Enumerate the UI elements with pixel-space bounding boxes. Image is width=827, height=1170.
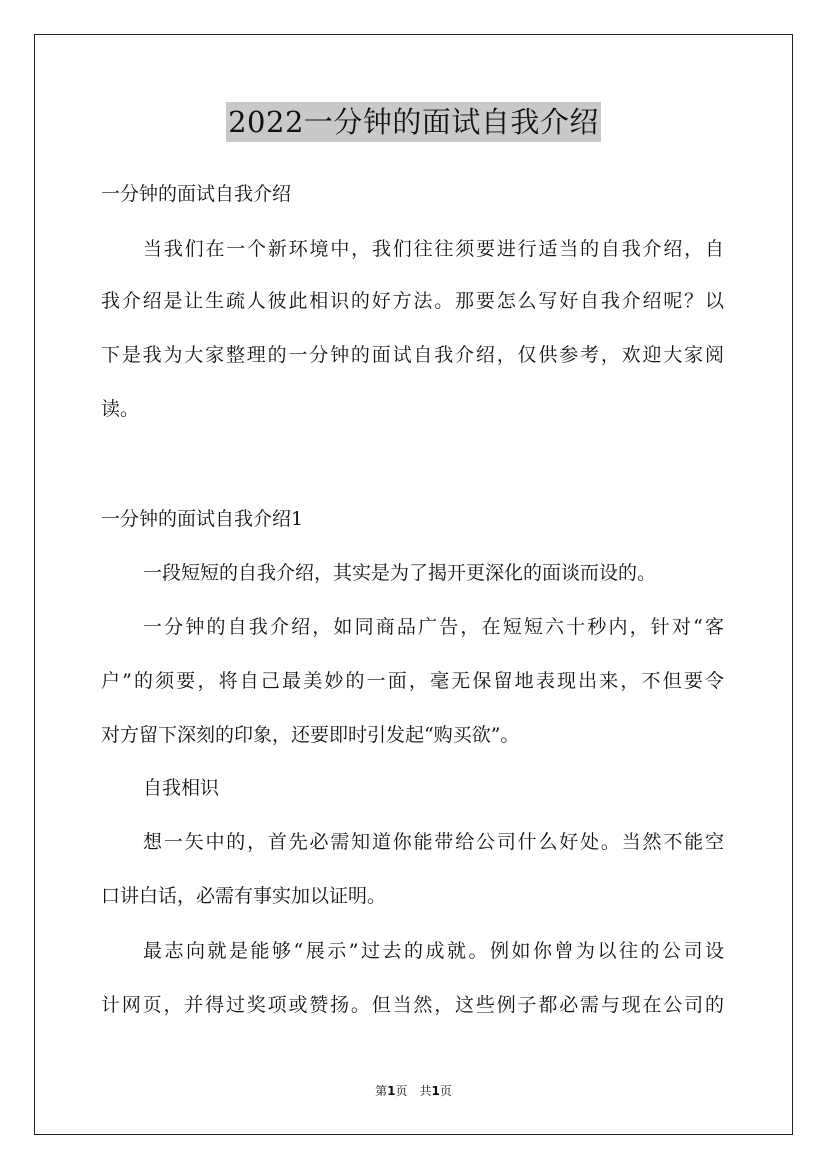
page-prefix: 第 (375, 1084, 388, 1098)
total-suffix: 页 (439, 1084, 452, 1098)
page-suffix: 页 (395, 1084, 408, 1098)
intro-line-2-text: 我介绍是让生疏人彼此相识的好方法。那要怎么写好自我介绍呢？以 (101, 290, 724, 312)
para3-line-2: 口讲白话，必需有事实加以证明。 (101, 885, 387, 907)
para2-line-1-text: 一分钟的自我介绍，如同商品广告，在短短六十秒内，针对“客 (143, 616, 724, 638)
para4-line-1-text: 最志向就是能够“展示”过去的成就。例如你曾为以往的公司设 (143, 940, 724, 962)
intro-line-2 (101, 288, 724, 314)
para4-line-1 (143, 938, 724, 964)
section-heading: 一分钟的面试自我介绍1 (101, 508, 304, 530)
intro-line-3-text: 下是我为大家整理的一分钟的面试自我介绍，仅供参考，欢迎大家阅 (101, 344, 724, 366)
subtitle: 一分钟的面试自我介绍 (101, 183, 292, 205)
title-wrap (0, 102, 827, 142)
total-pages: 1 (431, 1084, 440, 1098)
page-current: 1 (387, 1084, 396, 1098)
para2-line-1 (143, 614, 724, 640)
total-prefix: 共 (419, 1084, 432, 1098)
para3-line-1 (143, 829, 724, 855)
intro-line-1 (143, 236, 724, 262)
para2-line-3: 对方留下深刻的印象，还要即时引发起“购买欲”。 (101, 724, 520, 746)
para3-line-1-text: 想一矢中的，首先必需知道你能带给公司什么好处。当然不能空 (143, 831, 724, 853)
para1-line-1: 一段短短的自我介绍，其实是为了揭开更深化的面谈而设的。 (143, 562, 657, 584)
page-footer (0, 1083, 827, 1099)
intro-line-3 (101, 342, 724, 368)
para4-line-2 (101, 992, 724, 1018)
document-title: 2022一分钟的面试自我介绍 (226, 102, 601, 142)
para2-line-2 (101, 668, 724, 694)
para2-line-2-text: 户”的须要，将自己最美妙的一面，毫无保留地表现出来，不但要令 (101, 670, 724, 692)
para4-line-2-text: 计网页，并得过奖项或赞扬。但当然，这些例子都必需与现在公司的 (101, 994, 724, 1016)
sub-heading: 自我相识 (143, 777, 220, 799)
intro-line-1-text: 当我们在一个新环境中，我们往往须要进行适当的自我介绍，自 (143, 238, 724, 260)
intro-line-4: 读。 (101, 398, 140, 420)
